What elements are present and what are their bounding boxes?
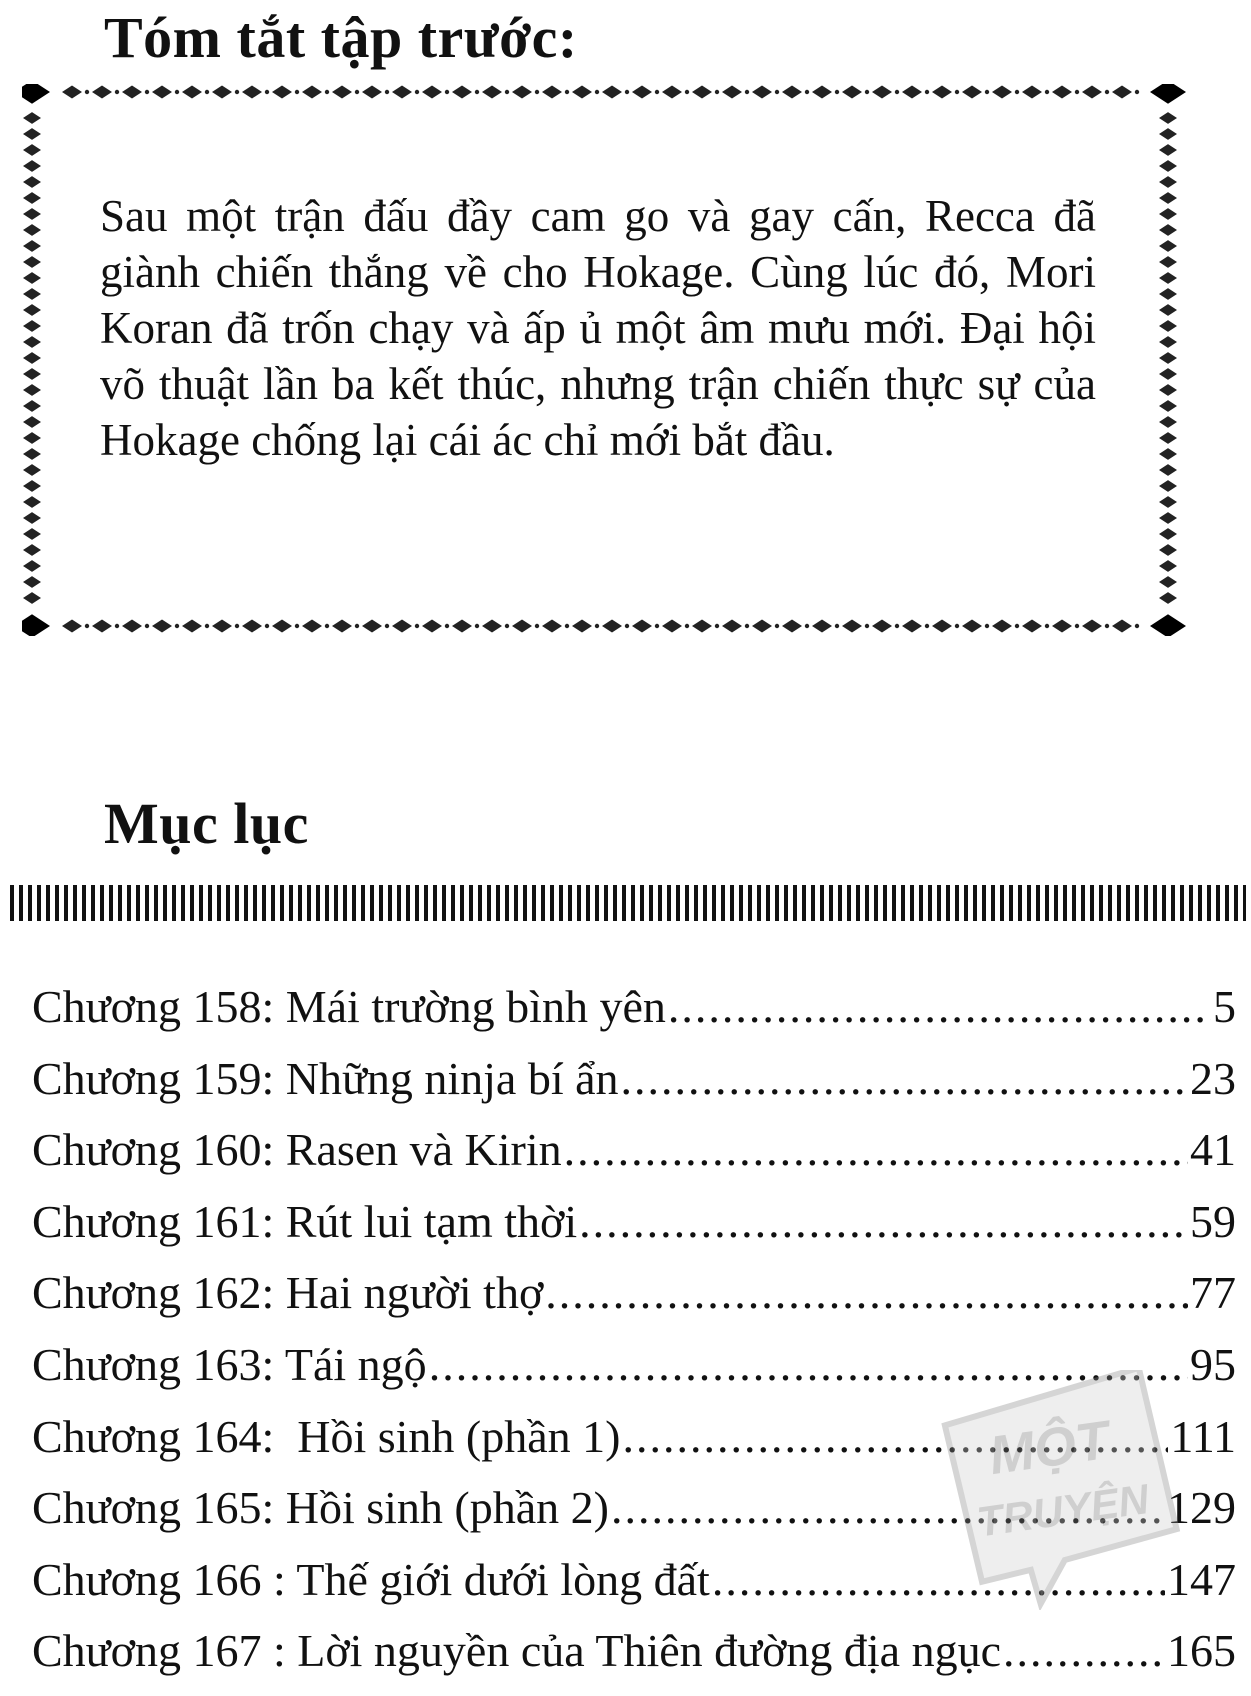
border-ornament bbox=[1159, 416, 1177, 428]
border-ornament bbox=[1159, 144, 1177, 156]
border-ornament bbox=[482, 620, 502, 633]
border-ornament bbox=[415, 90, 419, 94]
border-ornament bbox=[122, 86, 142, 99]
toc-entry-page: 111 bbox=[1170, 1410, 1236, 1462]
border-ornament bbox=[812, 620, 832, 633]
border-ornament bbox=[812, 86, 832, 99]
border-ornament bbox=[205, 624, 209, 628]
border-ornament bbox=[1159, 496, 1177, 508]
border-ornament bbox=[23, 416, 41, 428]
border-ornament bbox=[92, 620, 112, 633]
dot-leader bbox=[564, 1123, 1188, 1176]
border-ornament bbox=[23, 400, 41, 412]
border-ornament bbox=[23, 176, 41, 188]
toc-entry-label: Chương 161: Rút lui tạm thời bbox=[32, 1195, 578, 1247]
border-ornament bbox=[955, 90, 959, 94]
border-ornament bbox=[85, 90, 89, 94]
border-ornament bbox=[62, 86, 82, 99]
border-ornament bbox=[542, 86, 562, 99]
border-ornament bbox=[1159, 208, 1177, 220]
border-ornament bbox=[565, 90, 569, 94]
border-ornament bbox=[932, 620, 952, 633]
border-ornament bbox=[1159, 464, 1177, 476]
border-ornament bbox=[23, 560, 41, 572]
border-ornament bbox=[505, 90, 509, 94]
border-ornament bbox=[595, 624, 599, 628]
toc-entry-page: 95 bbox=[1190, 1338, 1236, 1390]
border-ornament bbox=[835, 90, 839, 94]
border-ornament bbox=[805, 90, 809, 94]
border-ornament bbox=[23, 352, 41, 364]
border-ornament bbox=[182, 86, 202, 99]
border-ornament bbox=[205, 90, 209, 94]
border-ornament bbox=[722, 86, 742, 99]
border-ornament bbox=[175, 624, 179, 628]
border-ornament bbox=[385, 90, 389, 94]
border-ornament bbox=[1052, 86, 1072, 99]
border-ornament bbox=[1075, 624, 1079, 628]
border-ornament bbox=[23, 128, 41, 140]
border-ornament bbox=[1112, 620, 1132, 633]
toc-entry[interactable] bbox=[32, 1624, 1236, 1696]
toc-entry-page: 165 bbox=[1167, 1625, 1236, 1677]
border-ornament bbox=[715, 90, 719, 94]
border-ornament bbox=[23, 160, 41, 172]
border-ornament bbox=[265, 90, 269, 94]
border-ornament bbox=[1015, 90, 1019, 94]
border-ornament bbox=[962, 620, 982, 633]
border-ornament bbox=[392, 86, 412, 99]
border-ornament bbox=[902, 86, 922, 99]
border-ornament bbox=[23, 144, 41, 156]
border-ornament bbox=[842, 86, 862, 99]
border-ornament bbox=[242, 620, 262, 633]
border-ornament bbox=[1135, 90, 1139, 94]
border-ornament bbox=[752, 86, 772, 99]
watermark-text-top: MỘT bbox=[985, 1410, 1113, 1487]
border-ornament bbox=[23, 272, 41, 284]
border-ornament bbox=[1159, 384, 1177, 396]
border-ornament bbox=[1159, 560, 1177, 572]
border-ornament bbox=[1159, 160, 1177, 172]
border-ornament bbox=[23, 528, 41, 540]
border-ornament bbox=[565, 624, 569, 628]
border-ornament bbox=[325, 90, 329, 94]
border-ornament bbox=[1159, 528, 1177, 540]
border-ornament bbox=[212, 86, 232, 99]
border-ornament bbox=[1159, 128, 1177, 140]
toc-entry[interactable] bbox=[32, 980, 1236, 1052]
toc-entry-page: 5 bbox=[1213, 981, 1236, 1032]
border-ornament bbox=[23, 320, 41, 332]
border-ornament bbox=[775, 90, 779, 94]
border-ornament bbox=[745, 624, 749, 628]
border-ornament bbox=[1022, 620, 1042, 633]
border-ornament bbox=[1150, 614, 1186, 636]
dot-leader bbox=[668, 980, 1211, 1033]
border-ornament bbox=[662, 86, 682, 99]
toc-entry-label: Chương 160: Rasen và Kirin bbox=[32, 1124, 562, 1176]
border-ornament bbox=[1159, 576, 1177, 588]
border-ornament bbox=[115, 90, 119, 94]
border-ornament bbox=[625, 624, 629, 628]
border-ornament bbox=[23, 192, 41, 204]
toc-entry-label: Chương 167 : Lời nguyền của Thiên đường địa ngục bbox=[32, 1625, 1002, 1677]
border-ornament bbox=[475, 624, 479, 628]
border-ornament bbox=[23, 544, 41, 556]
border-ornament bbox=[685, 624, 689, 628]
border-ornament bbox=[332, 620, 352, 633]
dot-leader bbox=[579, 1195, 1188, 1248]
border-ornament bbox=[692, 86, 712, 99]
border-ornament bbox=[23, 208, 41, 220]
border-ornament bbox=[872, 620, 892, 633]
toc-entry-page: 59 bbox=[1190, 1195, 1236, 1247]
border-ornament bbox=[1045, 624, 1049, 628]
border-ornament bbox=[1159, 304, 1177, 316]
border-ornament bbox=[782, 620, 802, 633]
border-ornament bbox=[692, 620, 712, 633]
toc-entry-label: Chương 159: Những ninja bí ẩn bbox=[32, 1052, 619, 1104]
border-ornament bbox=[23, 576, 41, 588]
border-ornament bbox=[115, 624, 119, 628]
border-ornament bbox=[92, 86, 112, 99]
border-ornament bbox=[985, 624, 989, 628]
decorative-bar-divider bbox=[10, 885, 1246, 921]
border-ornament bbox=[865, 624, 869, 628]
border-ornament bbox=[452, 86, 472, 99]
border-ornament bbox=[23, 256, 41, 268]
border-ornament bbox=[955, 624, 959, 628]
border-ornament bbox=[775, 624, 779, 628]
border-ornament bbox=[325, 624, 329, 628]
border-ornament bbox=[925, 90, 929, 94]
border-ornament bbox=[272, 620, 292, 633]
border-ornament bbox=[895, 624, 899, 628]
border-ornament bbox=[122, 620, 142, 633]
border-ornament bbox=[182, 620, 202, 633]
dot-leader bbox=[1003, 1624, 1165, 1677]
border-ornament bbox=[662, 620, 682, 633]
border-ornament bbox=[23, 592, 41, 604]
border-ornament bbox=[632, 620, 652, 633]
toc-entry[interactable] bbox=[32, 1195, 1236, 1267]
border-ornament bbox=[23, 368, 41, 380]
border-ornament bbox=[1112, 86, 1132, 99]
border-ornament bbox=[602, 620, 622, 633]
watermark-logo bbox=[935, 1370, 1185, 1610]
border-ornament bbox=[152, 86, 172, 99]
toc-entry-label: Chương 158: Mái trường bình yên bbox=[32, 981, 666, 1032]
toc-entry-label: Chương 166 : Thế giới dưới lòng đất bbox=[32, 1553, 710, 1605]
border-ornament bbox=[1159, 272, 1177, 284]
border-ornament bbox=[422, 620, 442, 633]
border-ornament bbox=[595, 90, 599, 94]
border-ornament bbox=[1159, 512, 1177, 524]
toc-entry-label: Chương 163: Tái ngộ bbox=[32, 1338, 427, 1390]
border-ornament bbox=[1159, 336, 1177, 348]
border-ornament bbox=[625, 90, 629, 94]
border-ornament bbox=[265, 624, 269, 628]
border-ornament bbox=[23, 240, 41, 252]
border-ornament bbox=[1075, 90, 1079, 94]
border-ornament bbox=[235, 624, 239, 628]
border-ornament bbox=[1150, 84, 1186, 104]
border-ornament bbox=[835, 624, 839, 628]
border-ornament bbox=[362, 86, 382, 99]
border-ornament bbox=[1105, 90, 1109, 94]
border-ornament bbox=[23, 112, 41, 124]
border-ornament bbox=[23, 432, 41, 444]
border-ornament bbox=[62, 620, 82, 633]
border-ornament bbox=[302, 620, 322, 633]
border-ornament bbox=[842, 620, 862, 633]
border-ornament bbox=[895, 90, 899, 94]
border-ornament bbox=[782, 86, 802, 99]
toc-entry-page: 129 bbox=[1167, 1482, 1236, 1534]
border-ornament bbox=[962, 86, 982, 99]
border-ornament bbox=[385, 624, 389, 628]
border-ornament bbox=[505, 624, 509, 628]
toc-entry-page: 23 bbox=[1190, 1052, 1236, 1104]
border-ornament bbox=[1159, 544, 1177, 556]
border-ornament bbox=[1159, 432, 1177, 444]
border-ornament bbox=[1015, 624, 1019, 628]
border-ornament bbox=[1159, 400, 1177, 412]
border-ornament bbox=[175, 90, 179, 94]
border-ornament bbox=[295, 624, 299, 628]
border-ornament bbox=[1159, 224, 1177, 236]
toc-entry-page: 41 bbox=[1190, 1124, 1236, 1176]
border-ornament bbox=[392, 620, 412, 633]
toc-entry[interactable] bbox=[32, 1123, 1236, 1195]
border-ornament bbox=[355, 90, 359, 94]
border-ornament bbox=[722, 620, 742, 633]
border-ornament bbox=[985, 90, 989, 94]
border-ornament bbox=[1159, 176, 1177, 188]
border-ornament bbox=[355, 624, 359, 628]
border-ornament bbox=[145, 90, 149, 94]
border-ornament bbox=[1159, 352, 1177, 364]
toc-entry[interactable] bbox=[32, 1266, 1236, 1338]
border-ornament bbox=[512, 86, 532, 99]
border-ornament bbox=[925, 624, 929, 628]
border-ornament bbox=[145, 624, 149, 628]
border-ornament bbox=[572, 86, 592, 99]
toc-title: Mục lục bbox=[104, 791, 309, 856]
border-ornament bbox=[1159, 288, 1177, 300]
border-ornament bbox=[1022, 86, 1042, 99]
border-ornament bbox=[23, 304, 41, 316]
border-ornament bbox=[85, 624, 89, 628]
summary-title: Tóm tắt tập trước: bbox=[104, 5, 578, 70]
border-ornament bbox=[242, 86, 262, 99]
border-ornament bbox=[1159, 256, 1177, 268]
border-ornament bbox=[1082, 86, 1102, 99]
border-ornament bbox=[752, 620, 772, 633]
border-ornament bbox=[805, 624, 809, 628]
toc-entry-label: Chương 162: Hai người thợ bbox=[32, 1267, 544, 1319]
border-ornament bbox=[1159, 192, 1177, 204]
border-ornament bbox=[23, 384, 41, 396]
border-ornament bbox=[1159, 592, 1177, 604]
border-ornament bbox=[685, 90, 689, 94]
border-ornament bbox=[23, 512, 41, 524]
dot-leader bbox=[545, 1266, 1188, 1319]
border-ornament bbox=[602, 86, 622, 99]
toc-entry-page: 77 bbox=[1190, 1267, 1236, 1319]
border-ornament bbox=[745, 90, 749, 94]
border-ornament bbox=[212, 620, 232, 633]
border-ornament bbox=[22, 84, 50, 104]
border-ornament bbox=[422, 86, 442, 99]
border-ornament bbox=[23, 480, 41, 492]
border-ornament bbox=[1105, 624, 1109, 628]
border-ornament bbox=[23, 224, 41, 236]
summary-text: Sau một trận đấu đầy cam go và gay cấn, Recca đã giành chiến thắng về cho Hokage. Cùng lúc đó, Mori Koran đã trốn chạy và ấp ủ một âm mưu mới. Đại hội võ thuật lần ba kết thúc, nhưng trận chiến thực sự của Hokage chống lại cái ác chỉ mới bắt đầu. bbox=[100, 191, 1096, 465]
border-ornament bbox=[1159, 320, 1177, 332]
border-ornament bbox=[1159, 448, 1177, 460]
toc-entry-page: 147 bbox=[1167, 1553, 1236, 1605]
dot-leader bbox=[621, 1052, 1188, 1105]
border-ornament bbox=[715, 624, 719, 628]
border-ornament bbox=[1159, 480, 1177, 492]
border-ornament bbox=[1159, 240, 1177, 252]
border-ornament bbox=[475, 90, 479, 94]
border-ornament bbox=[23, 448, 41, 460]
border-ornament bbox=[632, 86, 652, 99]
border-ornament bbox=[512, 620, 532, 633]
border-ornament bbox=[22, 614, 50, 636]
border-ornament bbox=[452, 620, 472, 633]
toc-entry[interactable] bbox=[32, 1052, 1236, 1124]
border-ornament bbox=[295, 90, 299, 94]
border-ornament bbox=[272, 86, 292, 99]
border-ornament bbox=[445, 624, 449, 628]
border-ornament bbox=[1045, 90, 1049, 94]
border-ornament bbox=[992, 620, 1012, 633]
toc-entry-label: Chương 164: Hồi sinh (phần 1) bbox=[32, 1410, 621, 1462]
border-ornament bbox=[235, 90, 239, 94]
border-ornament bbox=[332, 86, 352, 99]
border-ornament bbox=[992, 86, 1012, 99]
border-ornament bbox=[23, 496, 41, 508]
border-ornament bbox=[1082, 620, 1102, 633]
border-ornament bbox=[445, 90, 449, 94]
toc-entry-label: Chương 165: Hồi sinh (phần 2) bbox=[32, 1482, 609, 1534]
border-ornament bbox=[1052, 620, 1072, 633]
border-ornament bbox=[23, 288, 41, 300]
border-ornament bbox=[415, 624, 419, 628]
border-ornament bbox=[23, 464, 41, 476]
border-ornament bbox=[535, 90, 539, 94]
border-ornament bbox=[542, 620, 562, 633]
border-ornament bbox=[572, 620, 592, 633]
border-ornament bbox=[932, 86, 952, 99]
border-ornament bbox=[865, 90, 869, 94]
border-ornament bbox=[1159, 112, 1177, 124]
border-ornament bbox=[23, 336, 41, 348]
border-ornament bbox=[362, 620, 382, 633]
border-ornament bbox=[902, 620, 922, 633]
border-ornament bbox=[1159, 368, 1177, 380]
border-ornament bbox=[655, 90, 659, 94]
border-ornament bbox=[482, 86, 502, 99]
border-ornament bbox=[535, 624, 539, 628]
border-ornament bbox=[302, 86, 322, 99]
watermark-text-bottom: TRUYỆN bbox=[974, 1475, 1152, 1546]
border-ornament bbox=[152, 620, 172, 633]
border-ornament bbox=[872, 86, 892, 99]
border-ornament bbox=[1135, 624, 1139, 628]
border-ornament bbox=[655, 624, 659, 628]
